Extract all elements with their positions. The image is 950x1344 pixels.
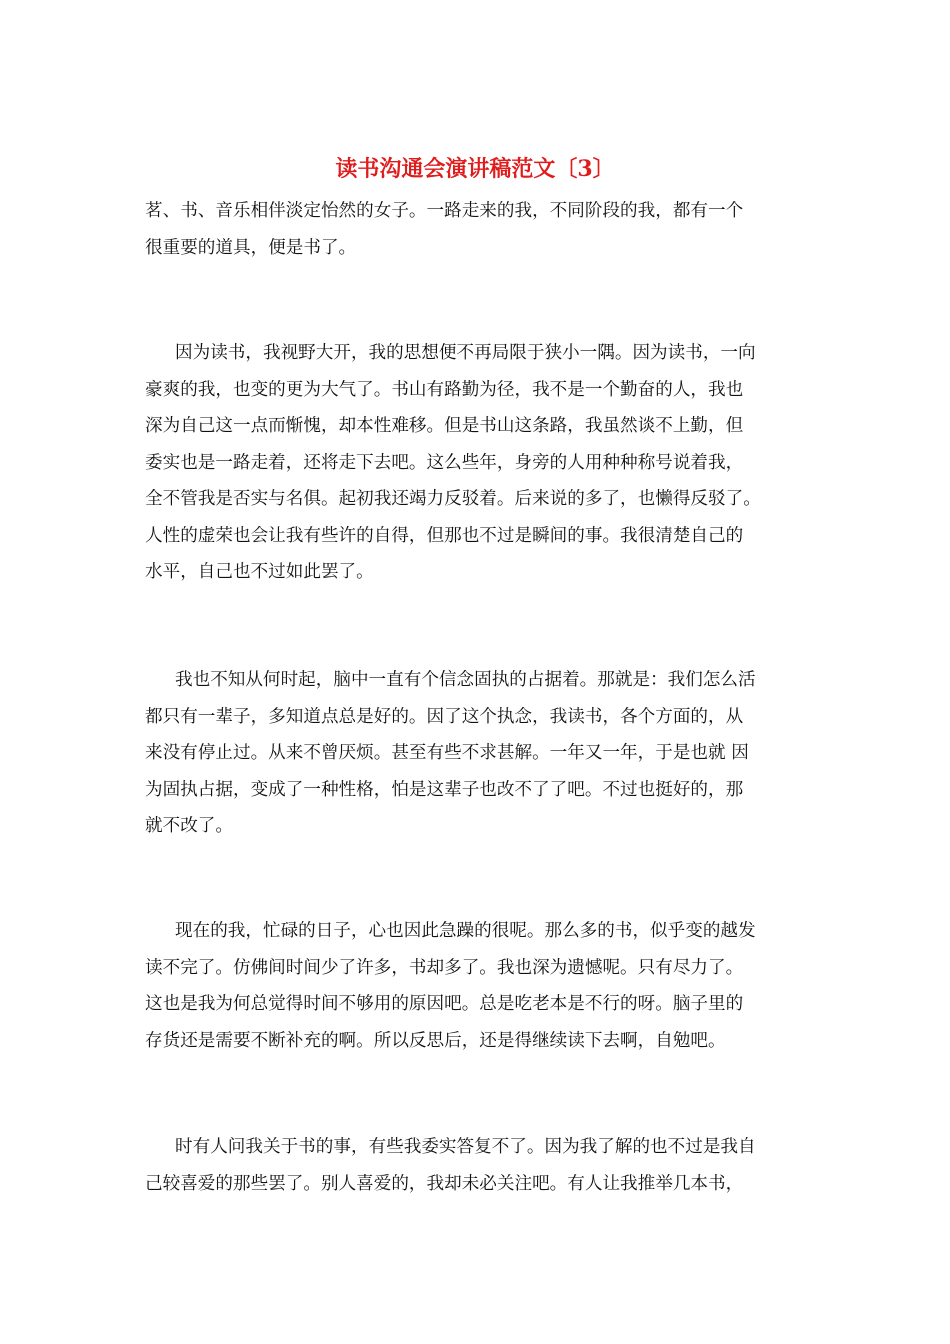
text-line: 就不改了。 [145, 816, 233, 836]
text-line: 己较喜爱的那些罢了。别人喜爱的，我却未必关注吧。有人让我推举几本书， [145, 1173, 744, 1194]
text-line: 读不完了。仿佛间时间少了许多，书却多了。我也深为遗憾呢。只有尽力了。 [145, 957, 744, 978]
paragraph-1 [145, 193, 811, 266]
document-title: 读书沟通会演讲稿范文〔3〕 [335, 156, 615, 182]
text-line: 我也不知从何时起，脑中一直有个信念固执的占据着。那就是：我们怎么活 [175, 670, 756, 690]
paragraph-2 [145, 335, 811, 591]
text-line: 全不管我是否实与名俱。起初我还竭力反驳着。后来说的多了，也懒得反驳了。 [145, 489, 761, 509]
text-line: 为固执占据，变成了一种性格，怕是这辈子也改不了了吧。不过也挺好的，那 [145, 779, 744, 800]
text-line: 现在的我，忙碌的日子，心也因此急躁的很呢。那么多的书，似乎变的越发 [175, 921, 756, 941]
text-line: 很重要的道具，便是书了。 [145, 237, 357, 258]
text-line: 存货还是需要不断补充的啊。所以反思后，还是得继续读下去啊，自勉吧。 [145, 1030, 726, 1051]
paragraph-3 [145, 662, 811, 845]
text-line: 来没有停止过。从来不曾厌烦。甚至有些不求甚解。一年又一年，于是也就 因 [145, 743, 749, 763]
text-line: 人性的虚荣也会让我有些许的自得，但那也不过是瞬间的事。我很清楚自己的 [145, 525, 744, 546]
text-line: 深为自己这一点而惭愧，却本性难移。但是书山这条路，我虽然谈不上勤，但 [145, 416, 744, 436]
text-line: 因为读书，我视野大开，我的思想便不再局限于狭小一隅。因为读书，一向 [175, 343, 756, 363]
text-line: 茗、书、音乐相伴淡定怡然的女子。一路走来的我，不同阶段的我，都有一个 [145, 201, 744, 221]
text-line: 这也是我为何总觉得时间不够用的原因吧。总是吃老本是不行的呀。脑子里的 [145, 994, 744, 1014]
text-line: 委实也是一路走着，还将走下去吧。这么些年，身旁的人用种种称号说着我， [145, 452, 744, 473]
paragraph-4 [145, 913, 811, 1059]
text-line: 豪爽的我，也变的更为大气了。书山有路勤为径，我不是一个勤奋的人，我也 [145, 379, 744, 400]
text-line: 水平，自己也不过如此罢了。 [145, 562, 374, 582]
text-line: 都只有一辈子，多知道点总是好的。因了这个执念，我读书，各个方面的，从 [145, 706, 744, 727]
paragraph-5 [145, 1129, 811, 1202]
text-line: 时有人问我关于书的事，有些我委实答复不了。因为我了解的也不过是我自 [175, 1137, 756, 1157]
